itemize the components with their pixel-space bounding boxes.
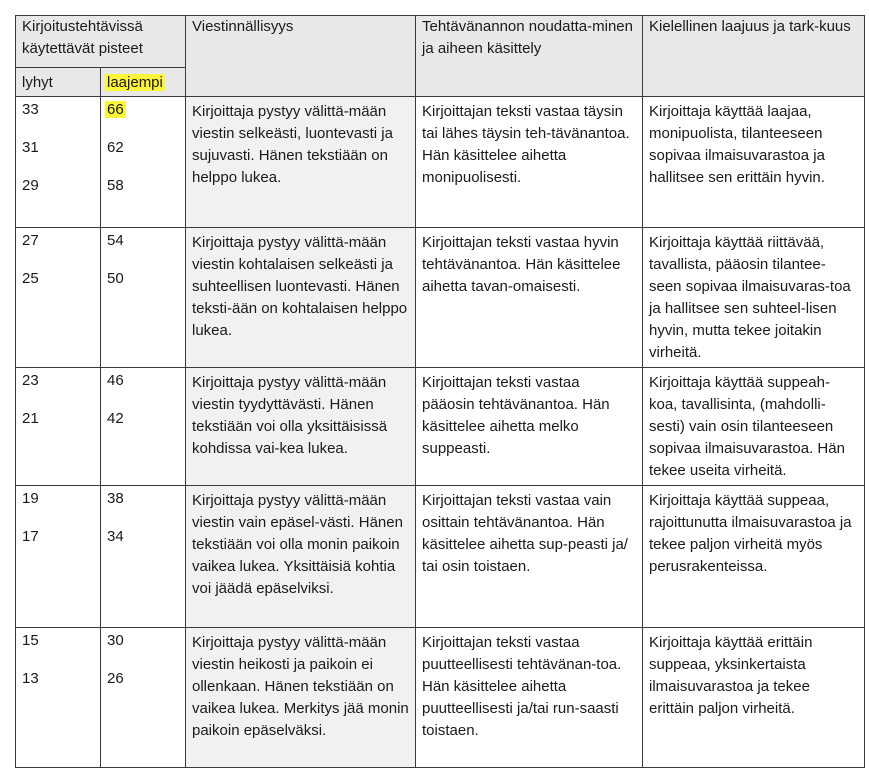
short-points xyxy=(16,228,101,368)
table-row xyxy=(16,368,865,486)
header-language: Kielellinen laajuus ja tark-kuus xyxy=(643,16,865,97)
subheader-long xyxy=(101,68,186,97)
point-value: 31 xyxy=(22,139,39,156)
point-value: 29 xyxy=(22,177,39,194)
long-points xyxy=(101,486,186,628)
language-description: Kirjoittaja käyttää riittävää, tavallista, pääosin tilantee-seen sopivaa ilmaisuvaras-toa ja hallitsee sen suhteel-lisen hyvin, mutta tekee joitakin virheitä. xyxy=(643,228,865,368)
message-description: Kirjoittaja pystyy välittä-mään viestin vain epäsel-västi. Hänen tekstiään voi olla monin paikoin vaikea lukea. Yksittäisiä kohtia voi jäädä epäselviksi. xyxy=(186,486,416,628)
task-description: Kirjoittajan teksti vastaa hyvin tehtävänantoa. Hän käsittelee aihetta tavan-omaisesti. xyxy=(416,228,643,368)
language-description: Kirjoittaja käyttää erittäin suppeaa, yksinkertaista ilmaisuvarastoa ja tekee erittäin paljon virheitä. xyxy=(643,628,865,768)
point-value xyxy=(107,99,179,137)
point-value: 30 xyxy=(107,632,124,649)
point-value: 33 xyxy=(22,101,39,118)
message-description: Kirjoittaja pystyy välittä-mään viestin kohtalaisen selkeästi ja suhteellisen luontevasti. Hänen teksti-ään on kohtalaisen helppo lukea. xyxy=(186,228,416,368)
language-description: Kirjoittaja käyttää suppeah-koa, tavallisinta, (mahdolli-sesti) vain osin tilanteeseen sopivaa ilmaisuvarastoa. Hän tekee useita virheitä. xyxy=(643,368,865,486)
point-value: 25 xyxy=(22,270,39,287)
task-description: Kirjoittajan teksti vastaa täysin tai lähes täysin teh-tävänantoa. Hän käsittelee aihetta monipuolisesti. xyxy=(416,97,643,228)
long-points xyxy=(101,97,186,228)
task-description: Kirjoittajan teksti vastaa pääosin tehtävänantoa. Hän käsittelee aihetta melko suppeasti. xyxy=(416,368,643,486)
task-description: Kirjoittajan teksti vastaa vain osittain tehtävänantoa. Hän käsittelee aihetta sup-peasti ja/ tai osin toistaen. xyxy=(416,486,643,628)
point-value: 46 xyxy=(107,372,124,389)
highlighted-label: laajempi xyxy=(107,74,163,91)
point-value: 13 xyxy=(22,670,39,687)
point-value: 38 xyxy=(107,490,124,507)
long-points xyxy=(101,628,186,768)
message-description: Kirjoittaja pystyy välittä-mään viestin heikosti ja paikoin ei ollenkaan. Hänen tekstiään on vaikea lukea. Merkitys jää monin paikoin epäselväksi. xyxy=(186,628,416,768)
short-points xyxy=(16,486,101,628)
point-value: 62 xyxy=(107,139,124,156)
point-value: 42 xyxy=(107,410,124,427)
point-value: 23 xyxy=(22,372,39,389)
header-row xyxy=(16,16,865,68)
short-points xyxy=(16,97,101,228)
point-value: 54 xyxy=(107,232,124,249)
point-value: 17 xyxy=(22,528,39,545)
language-description: Kirjoittaja käyttää suppeaa, rajoittunutta ilmaisuvarastoa ja tekee paljon virheitä myös perusrakenteissa. xyxy=(643,486,865,628)
header-points: Kirjoitustehtävissä käytettävät pisteet xyxy=(16,16,186,68)
long-points xyxy=(101,228,186,368)
point-value: 27 xyxy=(22,232,39,249)
point-value: 15 xyxy=(22,632,39,649)
point-value: 21 xyxy=(22,410,39,427)
message-description: Kirjoittaja pystyy välittä-mään viestin tyydyttävästi. Hänen tekstiään voi olla yksittäisissä kohdissa vai-kea lukea. xyxy=(186,368,416,486)
point-value: 34 xyxy=(107,528,124,545)
table-row xyxy=(16,486,865,628)
long-points xyxy=(101,368,186,486)
language-description: Kirjoittaja käyttää laajaa, monipuolista, tilanteeseen sopivaa ilmaisuvarastoa ja hallitsee sen erittäin hyvin. xyxy=(643,97,865,228)
task-description: Kirjoittajan teksti vastaa puutteellisesti tehtävänan-toa. Hän käsittelee aihetta puutteellisesti ja/tai run-saasti toistaen. xyxy=(416,628,643,768)
header-message: Viestinnällisyys xyxy=(186,16,416,97)
header-task: Tehtävänannon noudatta-minen ja aiheen käsittely xyxy=(416,16,643,97)
point-value: 50 xyxy=(107,270,124,287)
table-row xyxy=(16,628,865,768)
table-row xyxy=(16,97,865,228)
point-value: 19 xyxy=(22,490,39,507)
assessment-table xyxy=(15,15,865,768)
table-row xyxy=(16,228,865,368)
short-points xyxy=(16,628,101,768)
point-value: 58 xyxy=(107,177,124,194)
short-points xyxy=(16,368,101,486)
subheader-short: lyhyt xyxy=(16,68,101,97)
point-value: 26 xyxy=(107,670,124,687)
message-description: Kirjoittaja pystyy välittä-mään viestin selkeästi, luontevasti ja sujuvasti. Hänen tekstiään on helppo lukea. xyxy=(186,97,416,228)
highlighted-value: 66 xyxy=(107,101,124,118)
